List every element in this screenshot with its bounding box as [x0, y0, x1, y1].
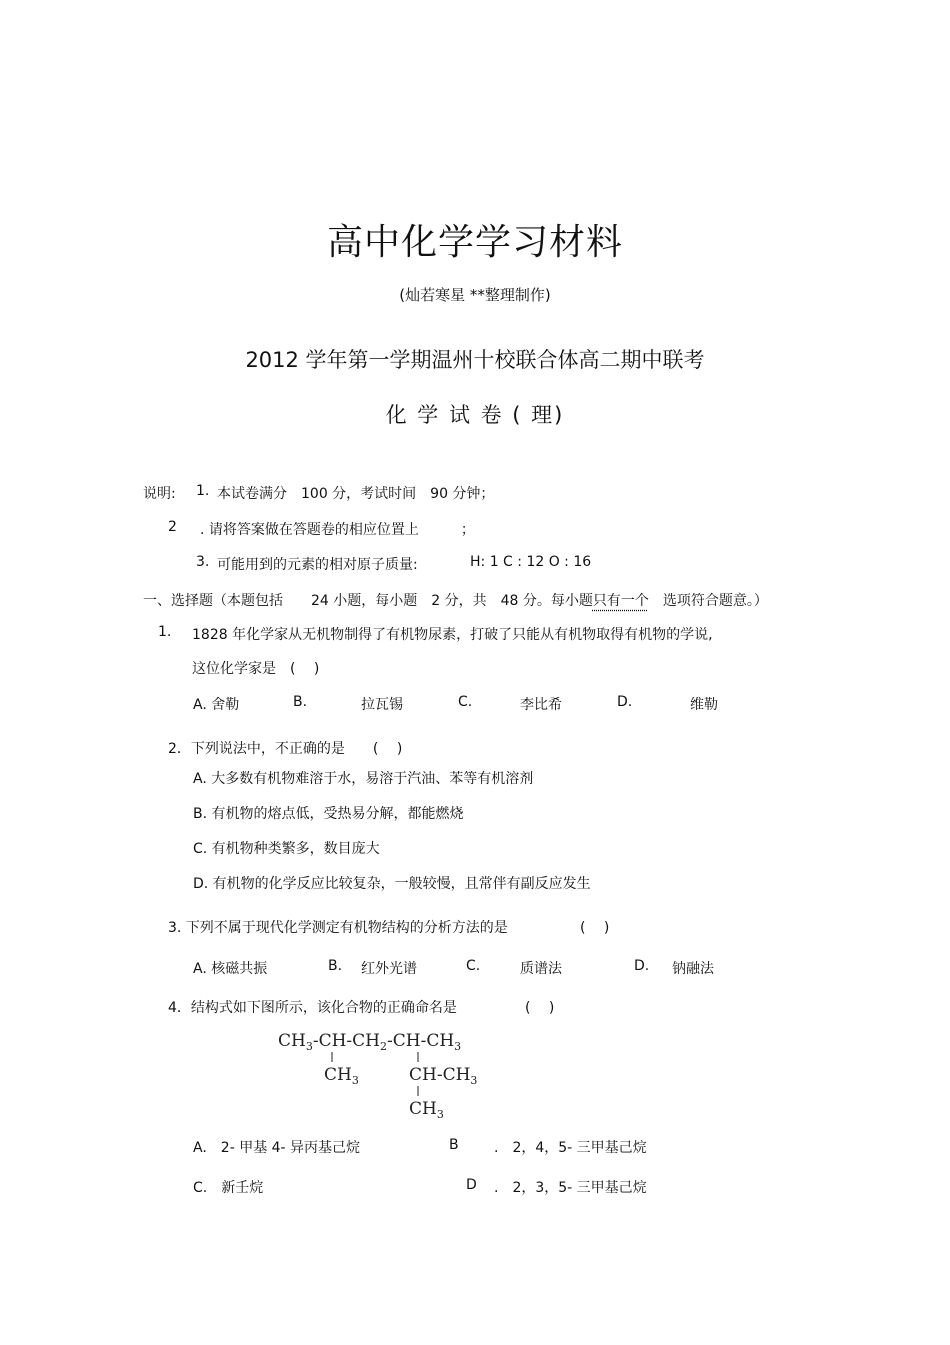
paper-title: 化 学 试 卷 ( 理) — [385, 403, 565, 427]
q1-option-d: 维勒 — [690, 697, 718, 713]
note-3: 可能用到的元素的相对原子质量: — [217, 557, 418, 573]
structural-formula — [278, 1024, 508, 1122]
atomic-masses: H: 1 C : 12 O : 16 — [470, 554, 592, 570]
section-1-emphasis: 只有一个 — [592, 593, 649, 609]
note-2: . 请将答案做在答题卷的相应位置上 ； — [200, 522, 475, 538]
q4-option-b-label: B — [449, 1137, 459, 1153]
q1-stem-line2: 这位化学家是 ( ) — [192, 661, 320, 677]
q4-option-c: C. 新壬烷 — [193, 1180, 264, 1196]
q3-option-d: 钠融法 — [672, 961, 714, 977]
q2-stem: 2．下列说法中，不正确的是 ( ) — [168, 741, 403, 757]
section-1-heading — [143, 590, 768, 610]
q4-option-d: . 2，3，5- 三甲基己烷 — [494, 1180, 647, 1196]
q1-option-b-label: B. — [293, 694, 308, 710]
notes-lead: 说明: — [143, 486, 176, 502]
note-3-number: 3. — [196, 554, 210, 570]
q3-stem: 3. 下列不属于现代化学测定有机物结构的分析方法的是 — [168, 920, 508, 936]
q1-option-d-label: D. — [617, 694, 633, 710]
page-subtitle: (灿若寒星 **整理制作) — [399, 286, 551, 304]
q4-answer-bracket: ( ) — [525, 1000, 555, 1016]
q3-option-c: 质谱法 — [520, 961, 562, 977]
q4-option-a: A. 2- 甲基 4- 异丙基己烷 — [193, 1140, 361, 1156]
q4-option-d-label: D — [466, 1177, 477, 1193]
q3-option-d-label: D. — [634, 958, 650, 974]
q1-option-b: 拉瓦锡 — [361, 697, 403, 713]
q1-option-c: 李比希 — [520, 697, 562, 713]
section-1-heading-post: 选项符合题意。） — [648, 593, 768, 609]
q1-number: 1. — [158, 624, 172, 640]
q4-stem: 4．结构式如下图所示，该化合物的正确命名是 — [168, 1000, 457, 1016]
q3-option-c-label: C. — [466, 958, 481, 974]
q2-option-a: A. 大多数有机物难溶于水，易溶于汽油、苯等有机溶剂 — [193, 771, 534, 787]
section-1-heading-pre: 一、选择题（本题包括 24 小题，每小题 2 分，共 48 分。每小题 — [143, 593, 593, 609]
note-1-number: 1. — [196, 483, 210, 499]
q1-stem-line1: 1828 年化学家从无机物制得了有机物尿素，打破了只能从有机物取得有机物的学说, — [192, 627, 713, 643]
q3-answer-bracket: ( ) — [580, 920, 610, 936]
q3-option-b-label: B. — [328, 958, 343, 974]
exam-title: 2012 学年第一学期温州十校联合体高二期中联考 — [245, 348, 705, 372]
note-2-number: 2 — [168, 519, 177, 535]
q2-option-b: B. 有机物的熔点低，受热易分解，都能燃烧 — [193, 806, 464, 822]
page-title: 高中化学学习材料 — [326, 222, 623, 263]
q2-option-d: D. 有机物的化学反应比较复杂，一般较慢，且常伴有副反应发生 — [193, 876, 591, 892]
q1-option-a: A. 舍勒 — [193, 697, 240, 713]
formula-row2-right: $CH-CH_3$ — [409, 1065, 478, 1087]
note-1: 本试卷满分 100 分，考试时间 90 分钟； — [217, 486, 495, 502]
q4-option-b: . 2，4，5- 三甲基己烷 — [494, 1140, 647, 1156]
formula-row1: $CH_3-CH-CH_2-CH-CH_3$ — [278, 1031, 462, 1053]
q3-option-b: 红外光谱 — [361, 961, 417, 977]
q1-option-c-label: C. — [458, 694, 473, 710]
q2-option-c: C. 有机物种类繁多，数目庞大 — [193, 841, 380, 857]
formula-row2-left: $CH_3$ — [324, 1065, 359, 1087]
q3-option-a: A. 核磁共振 — [193, 961, 268, 977]
formula-row3: $CH_3$ — [409, 1099, 444, 1121]
